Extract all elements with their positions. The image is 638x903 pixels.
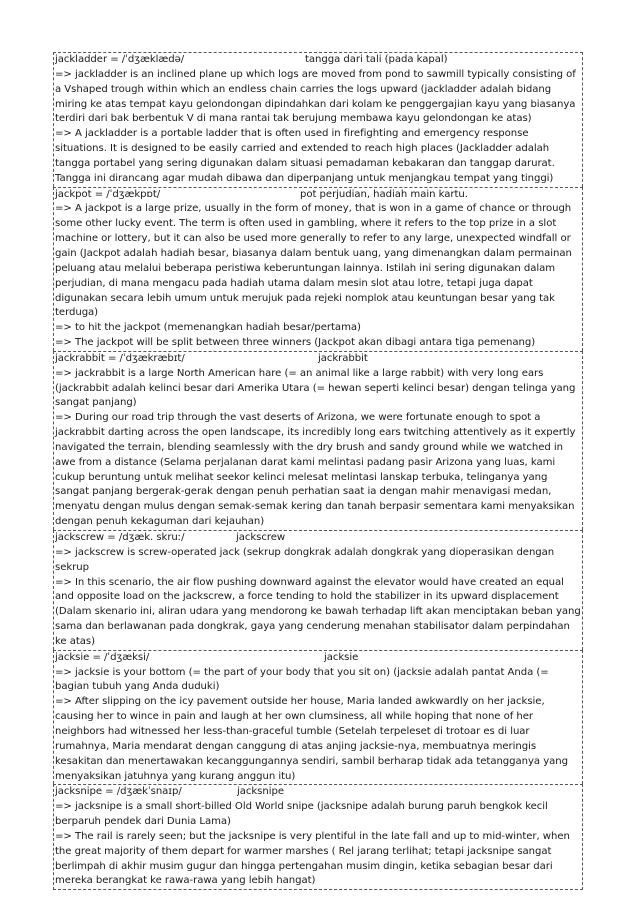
example-line: => In this scenario, the air flow pushing downward against the elevator would have created an equal and opposite load on the jackscrew, a force tending to hold the stabilizer in its upward displacement (Dalam skenario ini, aliran udara yang mendorong ke bawah terhadap lift akan menciptakan beban yang sama dan berlawanan pada dongkrak, gaya yang cenderung menahan stabilisator dalam perpindahan ke atas) [55,576,581,647]
example-line: => to hit the jackpot (memenangkan hadiah besar/pertama) [55,322,361,334]
definition-line: => jacksnipe is a small short-billed Old World snipe (jacksnipe adalah burung paruh bengkok kecil berparuh pendek dari Dunia Lama) [55,801,548,828]
entry-jacksie [53,650,583,785]
entry-header [55,785,581,800]
definition-line: => jackrabbit is a large North American hare (= an animal like a large rabbit) with very long ears (jackrabbit adalah kelinci besar dari Amerika Utara (= hewan seperti kelinci besar) dengan telinga yang sangat panjang) [55,367,576,409]
meaning: tangga dari tali (pada kapal) [305,54,448,65]
headword: jacksie = /ˈdʒæksi/ [55,651,150,663]
headword: jackladder = /ˈdʒæklædə/ [55,54,185,65]
entry-jackladder [53,52,583,187]
entry-jacksnipe [53,784,583,890]
entry-header [55,53,581,68]
entry-header [55,352,581,367]
dictionary-document [53,52,583,890]
headword: jackpot = /ˈdʒækpɒt/ [55,188,161,200]
entry-jackrabbit [53,351,583,530]
meaning: pot perjudian, hadiah main kartu. [300,188,468,200]
headword: jackscrew = /dʒæk. skruː/ [55,532,185,543]
meaning: jackrabbit [318,352,368,364]
meaning: jacksnipe [237,786,285,798]
meaning: jackscrew [236,532,286,543]
headword: jackrabbit = /ˈdʒækræbɪt/ [55,352,185,364]
headword: jacksnipe = /dʒækˈsnaɪp/ [55,786,182,798]
meaning: jacksie [324,651,359,663]
entry-jackscrew [53,530,583,650]
definition-line: => jacksie is your bottom (= the part of your body that you sit on) (jacksie adalah pantat Anda (= bagian tubuh yang Anda duduki) [55,666,549,693]
example-line: => During our road trip through the vast deserts of Arizona, we were fortunate enough to spot a jackrabbit darting across the open landscape, its incredibly long ears twitching attentively as it expertly navigated the terrain, blending seamlessly with the dry brush and sandy ground while we watched in awe from a distance (Selama perjalanan darat kami melintasi padang pasir Arizona yang luas, kami cukup beruntung untuk melihat seekor kelinci melesat melintasi lanskap terbuka, telinganya yang sangat panjang bergerak-gerak dengan penuh perhatian saat ia dengan mahir menavigasi medan, menyatu dengan mulus dengan semak-semak kering dan tanah berpasir sementara kami menyaksikan dengan penuh kekaguman dari kejauhan) [55,412,576,528]
entry-header [55,188,581,203]
definition-line: => jackladder is an inclined plane up which logs are moved from pond to sawmill typically consisting of a Vshaped trough within which an endless chain carries the logs upward (jackladder adalah bidang miring ke atas tempat kayu gelondongan dipindahkan dari kolam ke penggergajian kayu yang biasanya terdiri dari bak berbentuk V di mana rantai tak berujung membawa kayu gelondongan ke atas) [55,68,576,125]
definition-line: => jackscrew is screw-operated jack (sekrup dongkrak adalah dongkrak yang dioperasikan dengan sekrup [55,546,555,573]
definition-line: => A jackpot is a large prize, usually in the form of money, that is won in a game of chance or through some other lucky event. The term is often used in gambling, where it refers to the top prize in a slot machine or lottery, but it can also be used more generally to refer to any large, unexpected windfall or gain (Jackpot adalah hadiah besar, biasanya dalam bentuk uang, yang dimenangkan dalam permainan peluang atau melalui beberapa peristiwa keberuntungan lainnya. Istilah ini sering digunakan dalam perjudian, di mana mengacu pada hadiah utama dalam mesin slot atau lotre, tetapi juga dapat digunakan secara lebih umum untuk merujuk pada rejeki nomplok atau keuntungan besar yang tak terduga) [55,203,572,319]
entry-header [55,531,581,546]
example-line: => The rail is rarely seen; but the jacksnipe is very plentiful in the late fall and up to mid-winter, when the great majority of them depart for warmer marshes ( Rel jarang terlihat; tetapi jacksnipe sangat berlimpah di akhir musim gugur dan hingga pertengahan musim dingin, ketika sebagian besar dari mereka berangkat ke rawa-rawa yang lebih hangat) [55,830,570,887]
entry-header [55,651,581,666]
example-line: => A jackladder is a portable ladder that is often used in firefighting and emergency response situations. It is designed to be easily carried and extended to reach high places (Jackladder adalah tangga portabel yang sering digunakan dalam situasi pemadaman kebakaran dan tanggap darurat. Tangga ini dirancang agar mudah dibawa dan diperpanjang untuk menjangkau tempat yang tinggi) [55,128,555,184]
example-line: => After slipping on the icy pavement outside her house, Maria landed awkwardly on her jacksie, causing her to wince in pain and laugh at her own clumsiness, all while hoping that none of her neighbors had witnessed her less-than-graceful tumble (Setelah terpeleset di trotoar es di luar rumahnya, Maria mendarat dengan canggung di atas anjing jacksie-nya, membuatnya meringis kesakitan dan menertawakan kecanggungannya sendiri, sambil berharap tidak ada tetangganya yang menyaksikan jatuhnya yang kurang anggun itu) [55,696,568,782]
entry-jackpot [53,187,583,351]
example-line: => The jackpot will be split between three winners (Jackpot akan dibagi antara tiga pemenang) [55,337,536,349]
